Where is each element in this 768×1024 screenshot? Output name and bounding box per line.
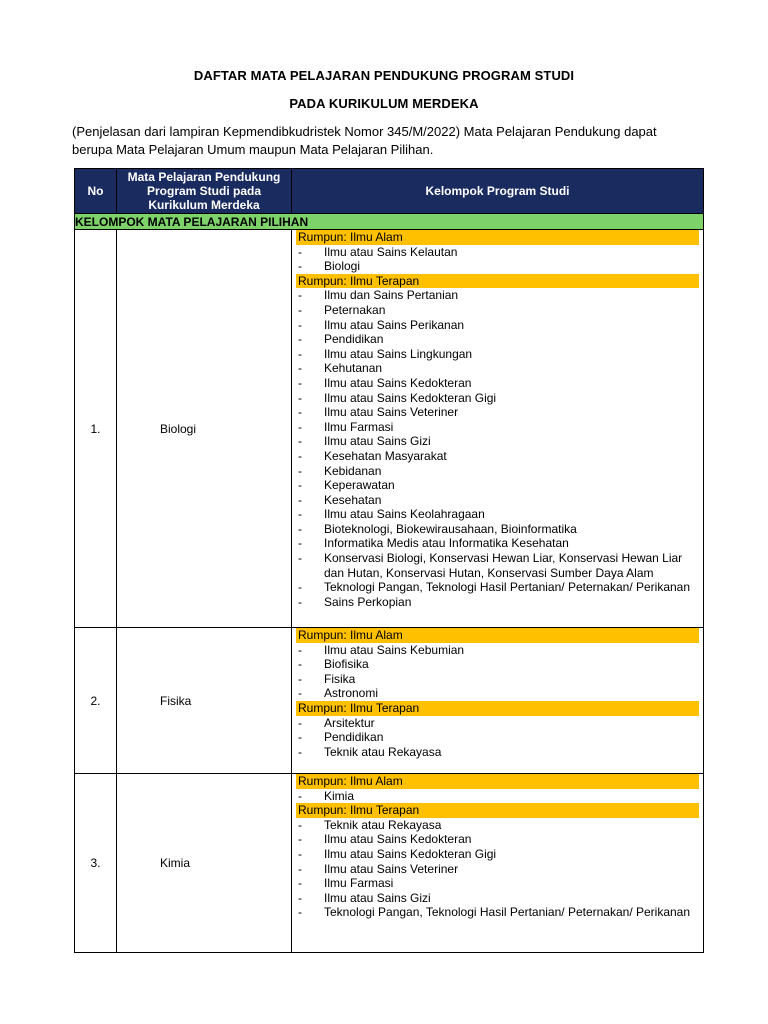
program-item — [296, 493, 699, 508]
list-bullet: - — [298, 361, 302, 376]
rumpun-label: Rumpun: Ilmu Alam — [296, 230, 699, 245]
program-item — [296, 288, 699, 303]
program-name: Teknik atau Rekayasa — [324, 744, 442, 759]
list-bullet: - — [298, 244, 302, 259]
list-bullet: - — [298, 375, 302, 390]
intro-paragraph: (Penjelasan dari lampiran Kepmendibkudristek Nomor 345/M/2022) Mata Pelajaran Pendukung dapat berupa Mata Pelajaran Umum maupun Mata Pelajaran Pilihan. — [72, 124, 657, 157]
list-bullet: - — [298, 861, 302, 876]
program-name: Ilmu Farmasi — [324, 419, 394, 434]
program-name: Ilmu atau Sains Kebumian — [324, 642, 465, 657]
program-item — [296, 580, 699, 595]
program-item — [296, 434, 699, 449]
program-name: Ilmu atau Sains Gizi — [324, 890, 431, 905]
program-item — [296, 303, 699, 318]
list-bullet: - — [298, 288, 302, 303]
program-item — [296, 391, 699, 406]
program-item — [296, 672, 699, 687]
list-bullet: - — [298, 846, 302, 861]
group-row — [75, 214, 704, 230]
program-item — [296, 716, 699, 731]
list-bullet: - — [298, 890, 302, 905]
rumpun-label: Rumpun: Ilmu Terapan — [296, 274, 699, 289]
list-bullet: - — [298, 832, 302, 847]
document-subtitle: PADA KURIKULUM MERDEKA — [289, 96, 479, 111]
list-bullet: - — [298, 730, 302, 745]
list-bullet: - — [298, 317, 302, 332]
row-subject: Fisika — [117, 628, 292, 774]
list-bullet: - — [298, 463, 302, 478]
program-name: Pendidikan — [324, 730, 384, 745]
program-item — [296, 420, 699, 435]
program-name: Kehutanan — [324, 361, 383, 376]
program-item — [296, 891, 699, 906]
program-name: Teknologi Pangan, Teknologi Hasil Pertanian/ Peternakan/ Perikanan — [324, 905, 691, 920]
program-name: Kesehatan Masyarakat — [324, 448, 447, 463]
row-program-groups — [292, 628, 704, 774]
program-name: Fisika — [324, 671, 356, 686]
program-name: Ilmu atau Sains Veteriner — [324, 861, 459, 876]
table-row — [75, 774, 704, 953]
program-item — [296, 730, 699, 745]
program-name: Kimia — [324, 788, 355, 803]
list-bullet: - — [298, 594, 302, 609]
program-item — [296, 551, 699, 580]
program-name: Ilmu atau Sains Kedokteran — [324, 832, 472, 847]
list-bullet: - — [298, 817, 302, 832]
program-item — [296, 536, 699, 551]
list-bullet: - — [298, 788, 302, 803]
row-subject: Kimia — [117, 774, 292, 953]
program-name: Ilmu atau Sains Kedokteran — [324, 375, 472, 390]
rumpun-label: Rumpun: Ilmu Terapan — [296, 701, 699, 716]
list-bullet: - — [298, 346, 302, 361]
table-row — [75, 628, 704, 774]
rumpun-label: Rumpun: Ilmu Terapan — [296, 803, 699, 818]
program-item — [296, 686, 699, 701]
row-program-groups — [292, 230, 704, 628]
program-name: Ilmu atau Sains Gizi — [324, 434, 431, 449]
program-name: Biologi — [324, 259, 361, 274]
header-mata-pelajaran: Mata Pelajaran Pendukung Program Studi pada Kurikulum Merdeka — [117, 169, 292, 214]
list-bullet: - — [298, 405, 302, 420]
row-number: 1. — [75, 230, 117, 628]
list-bullet: - — [298, 259, 302, 274]
table-body — [75, 214, 704, 953]
program-item — [296, 818, 699, 833]
program-item — [296, 745, 699, 760]
program-item — [296, 347, 699, 362]
list-bullet: - — [298, 434, 302, 449]
program-name: Ilmu atau Sains Kedokteran Gigi — [324, 846, 497, 861]
program-name: Biofisika — [324, 657, 369, 672]
program-name: Ilmu atau Sains Veteriner — [324, 405, 459, 420]
program-item — [296, 847, 699, 862]
program-item — [296, 245, 699, 260]
program-item — [296, 332, 699, 347]
header-no: No — [75, 169, 117, 214]
program-name: Teknologi Pangan, Teknologi Hasil Pertanian/ Peternakan/ Perikanan — [324, 580, 691, 595]
rumpun-label: Rumpun: Ilmu Alam — [296, 774, 699, 789]
program-name: Ilmu dan Sains Pertanian — [324, 288, 459, 303]
list-bullet: - — [298, 536, 302, 551]
program-item — [296, 862, 699, 877]
row-subject: Biologi — [117, 230, 292, 628]
program-name: Ilmu Farmasi — [324, 876, 394, 891]
list-bullet: - — [298, 671, 302, 686]
list-bullet: - — [298, 448, 302, 463]
list-bullet: - — [298, 580, 302, 595]
program-name: Astronomi — [324, 686, 379, 701]
list-bullet: - — [298, 478, 302, 493]
row-number: 3. — [75, 774, 117, 953]
list-bullet: - — [298, 876, 302, 891]
program-item — [296, 405, 699, 420]
program-name: Teknik atau Rekayasa — [324, 817, 442, 832]
list-bullet: - — [298, 302, 302, 317]
program-item — [296, 507, 699, 522]
program-name: Ilmu atau Sains Kelautan — [324, 244, 458, 259]
row-program-groups — [292, 774, 704, 953]
program-name: Konservasi Biologi, Konservasi Hewan Liar, Konservasi Hewan Liar dan Hutan, Konservasi Hutan, Konservasi Sumber Daya Alam — [324, 551, 683, 580]
program-name: Kebidanan — [324, 463, 382, 478]
program-name: Arsitektur — [324, 715, 375, 730]
document-title: DAFTAR MATA PELAJARAN PENDUKUNG PROGRAM STUDI — [193, 68, 575, 83]
list-bullet: - — [298, 390, 302, 405]
list-bullet: - — [298, 521, 302, 536]
rumpun-label: Rumpun: Ilmu Alam — [296, 628, 699, 643]
list-bullet: - — [298, 715, 302, 730]
subject-table — [74, 168, 704, 953]
program-name: Ilmu atau Sains Perikanan — [324, 317, 465, 332]
list-bullet: - — [298, 642, 302, 657]
program-name: Peternakan — [324, 302, 386, 317]
group-label: KELOMPOK MATA PELAJARAN PILIHAN — [75, 214, 704, 230]
program-item — [296, 522, 699, 537]
program-item — [296, 595, 699, 610]
program-item — [296, 449, 699, 464]
program-item — [296, 832, 699, 847]
program-item — [296, 789, 699, 804]
table-header-row — [75, 169, 704, 214]
program-item — [296, 361, 699, 376]
program-item — [296, 318, 699, 333]
program-name: Sains Perkopian — [324, 594, 412, 609]
row-number: 2. — [75, 628, 117, 774]
program-name: Ilmu atau Sains Kedokteran Gigi — [324, 390, 497, 405]
list-bullet: - — [298, 551, 302, 566]
program-item — [296, 376, 699, 391]
list-bullet: - — [298, 332, 302, 347]
program-item — [296, 259, 699, 274]
list-bullet: - — [298, 744, 302, 759]
list-bullet: - — [298, 905, 302, 920]
list-bullet: - — [298, 686, 302, 701]
program-name: Ilmu atau Sains Keolahragaan — [324, 507, 485, 522]
program-item — [296, 876, 699, 891]
program-name: Informatika Medis atau Informatika Kesehatan — [324, 536, 569, 551]
list-bullet: - — [298, 419, 302, 434]
list-bullet: - — [298, 492, 302, 507]
program-name: Pendidikan — [324, 332, 384, 347]
header-kelompok: Kelompok Program Studi — [292, 169, 704, 214]
program-name: Keperawatan — [324, 478, 395, 493]
list-bullet: - — [298, 657, 302, 672]
list-bullet: - — [298, 507, 302, 522]
program-name: Ilmu atau Sains Lingkungan — [324, 346, 473, 361]
table-row — [75, 230, 704, 628]
program-item — [296, 478, 699, 493]
program-name: Bioteknologi, Biokewirausahaan, Bioinformatika — [324, 521, 577, 536]
program-name: Kesehatan — [324, 492, 382, 507]
program-item — [296, 905, 699, 920]
program-item — [296, 464, 699, 479]
program-item — [296, 643, 699, 658]
program-item — [296, 657, 699, 672]
